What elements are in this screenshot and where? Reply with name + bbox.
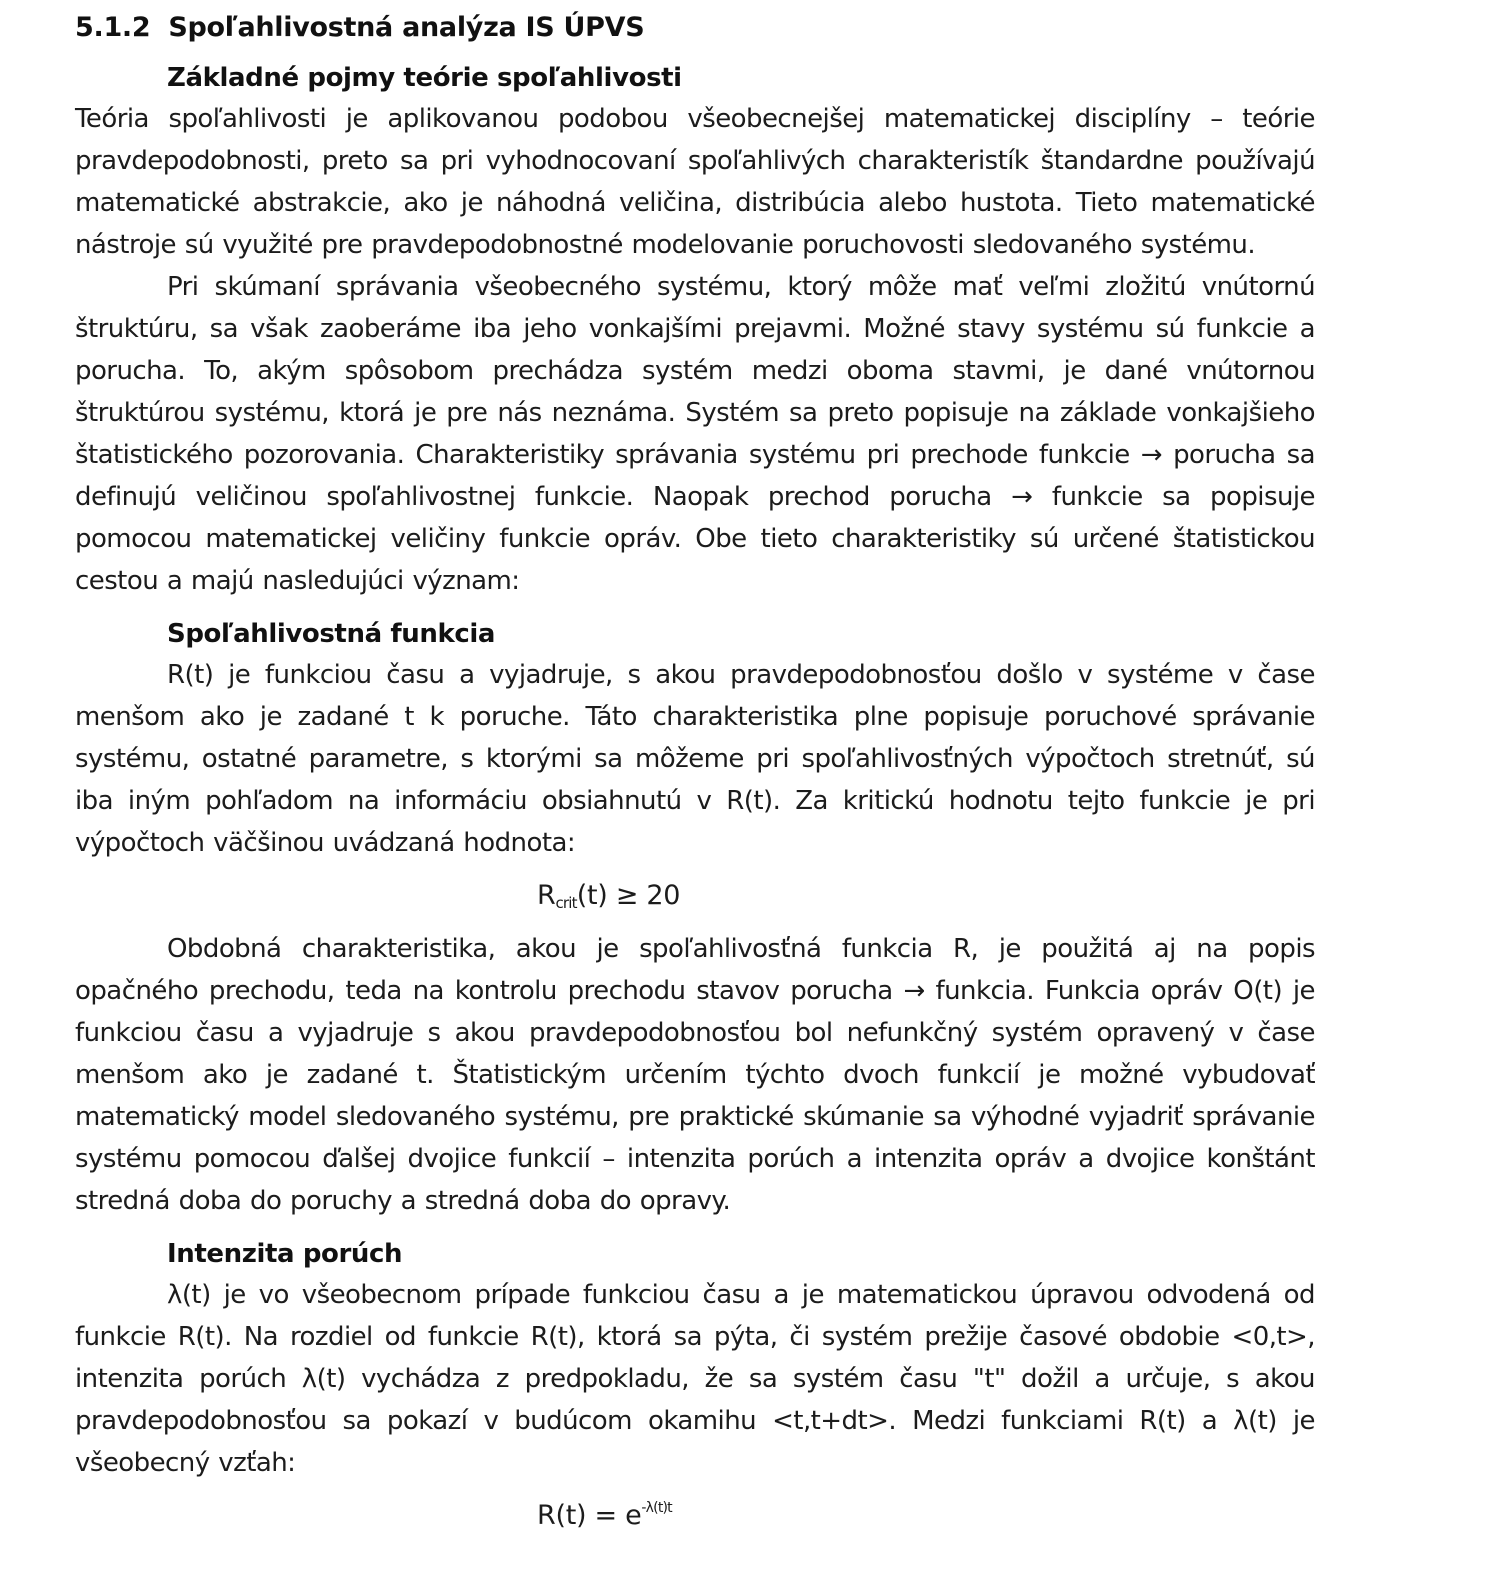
formula-reliability-exponential — [537, 1494, 1315, 1538]
subsection-heading-failure-rate: Intenzita porúch — [167, 1239, 403, 1269]
section-heading — [75, 8, 1315, 48]
formula-subscript: crit — [555, 894, 577, 912]
formula-exponent: -λ(t)t — [641, 1500, 672, 1516]
paragraph-system-behavior: Pri skúmaní správania všeobecného systému, ktorý môže mať veľmi zložitú vnútornú štruktúru, sa však zaoberáme iba jeho vonkajšími prejavmi. Možné stavy systému sú funkcie a porucha. To, akým spôsobom prechádza systém medzi oboma stavmi, je dané vnútornou štruktúrou systému, ktorá je pre nás neznáma. Systém sa preto popisuje na základe vonkajšieho štatistického pozorovania. Charakteristiky správania systému pri prechode funkcie → porucha sa definujú veličinou spoľahlivostnej funkcie. Naopak prechod porucha → funkcie sa popisuje pomocou matematickej veličiny funkcie opráv. Obe tieto charakteristiky sú určené štatistickou cestou a majú nasledujúci význam: — [75, 272, 1315, 596]
formula-rest: (t) ≥ 20 — [576, 880, 681, 911]
subsection-heading-basic-terms: Základné pojmy teórie spoľahlivosti — [167, 63, 682, 93]
paragraph-reliability-theory: Teória spoľahlivosti je aplikovanou podobou všeobecnejšej matematickej disciplíny – teórie pravdepodobnosti, preto sa pri vyhodnocovaní spoľahlivých charakteristík štandardne používajú matematické abstrakcie, ako je náhodná veličina, distribúcia alebo hustota. Tieto matematické nástroje sú využité pre pravdepodobnostné modelovanie poruchovosti sledovaného systému. — [75, 104, 1315, 260]
paragraph-repair-function: Obdobná charakteristika, akou je spoľahlivosťná funkcia R, je použitá aj na popis opačného prechodu, teda na kontrolu prechodu stavov porucha → funkcia. Funkcia opráv O(t) je funkciou času a vyjadruje s akou pravdepodobnosťou bol nefunkčný systém opravený v čase menšom ako je zadané t. Štatistickým určením týchto dvoch funkcií je možné vybudovať matematický model sledovaného systému, pre praktické skúmanie sa výhodné vyjadriť správanie systému pomocou ďalšej dvojice funkcií – intenzita porúch a intenzita opráv a dvojice konštánt stredná doba do poruchy a stredná doba do opravy. — [75, 934, 1315, 1216]
subsection-heading-reliability-function: Spoľahlivostná funkcia — [167, 619, 496, 649]
paragraph-reliability-function: R(t) je funkciou času a vyjadruje, s akou pravdepodobnosťou došlo v systéme v čase menšom ako je zadané t k poruche. Táto charakteristika plne popisuje poruchové správanie systému, ostatné parametre, s ktorými sa môžeme pri spoľahlivosťných výpočtoch stretnúť, sú iba iným pohľadom na informáciu obsiahnutú v R(t). Za kritickú hodnotu tejto funkcie je pri výpočtoch väčšinou uvádzaná hodnota: — [75, 660, 1315, 858]
paragraph-failure-rate: λ(t) je vo všeobecnom prípade funkciou času a je matematickou úpravou odvodená od funkcie R(t). Na rozdiel od funkcie R(t), ktorá sa pýta, či systém prežije časové obdobie <0,t>, intenzita porúch λ(t) vychádza z predpokladu, že sa systém času "t" dožil a určuje, s akou pravdepodobnosťou sa pokazí v budúcom okamihu <t,t+dt>. Medzi funkciami R(t) a λ(t) je všeobecný vzťah: — [75, 1280, 1315, 1478]
formula-critical-reliability — [537, 874, 1315, 918]
formula-lhs: R(t) = e — [537, 1500, 642, 1531]
formula-base: R — [537, 880, 556, 911]
section-number: 5.1.2 — [75, 12, 151, 43]
document-page — [75, 0, 1315, 1588]
section-title: Spoľahlivostná analýza IS ÚPVS — [168, 12, 645, 43]
